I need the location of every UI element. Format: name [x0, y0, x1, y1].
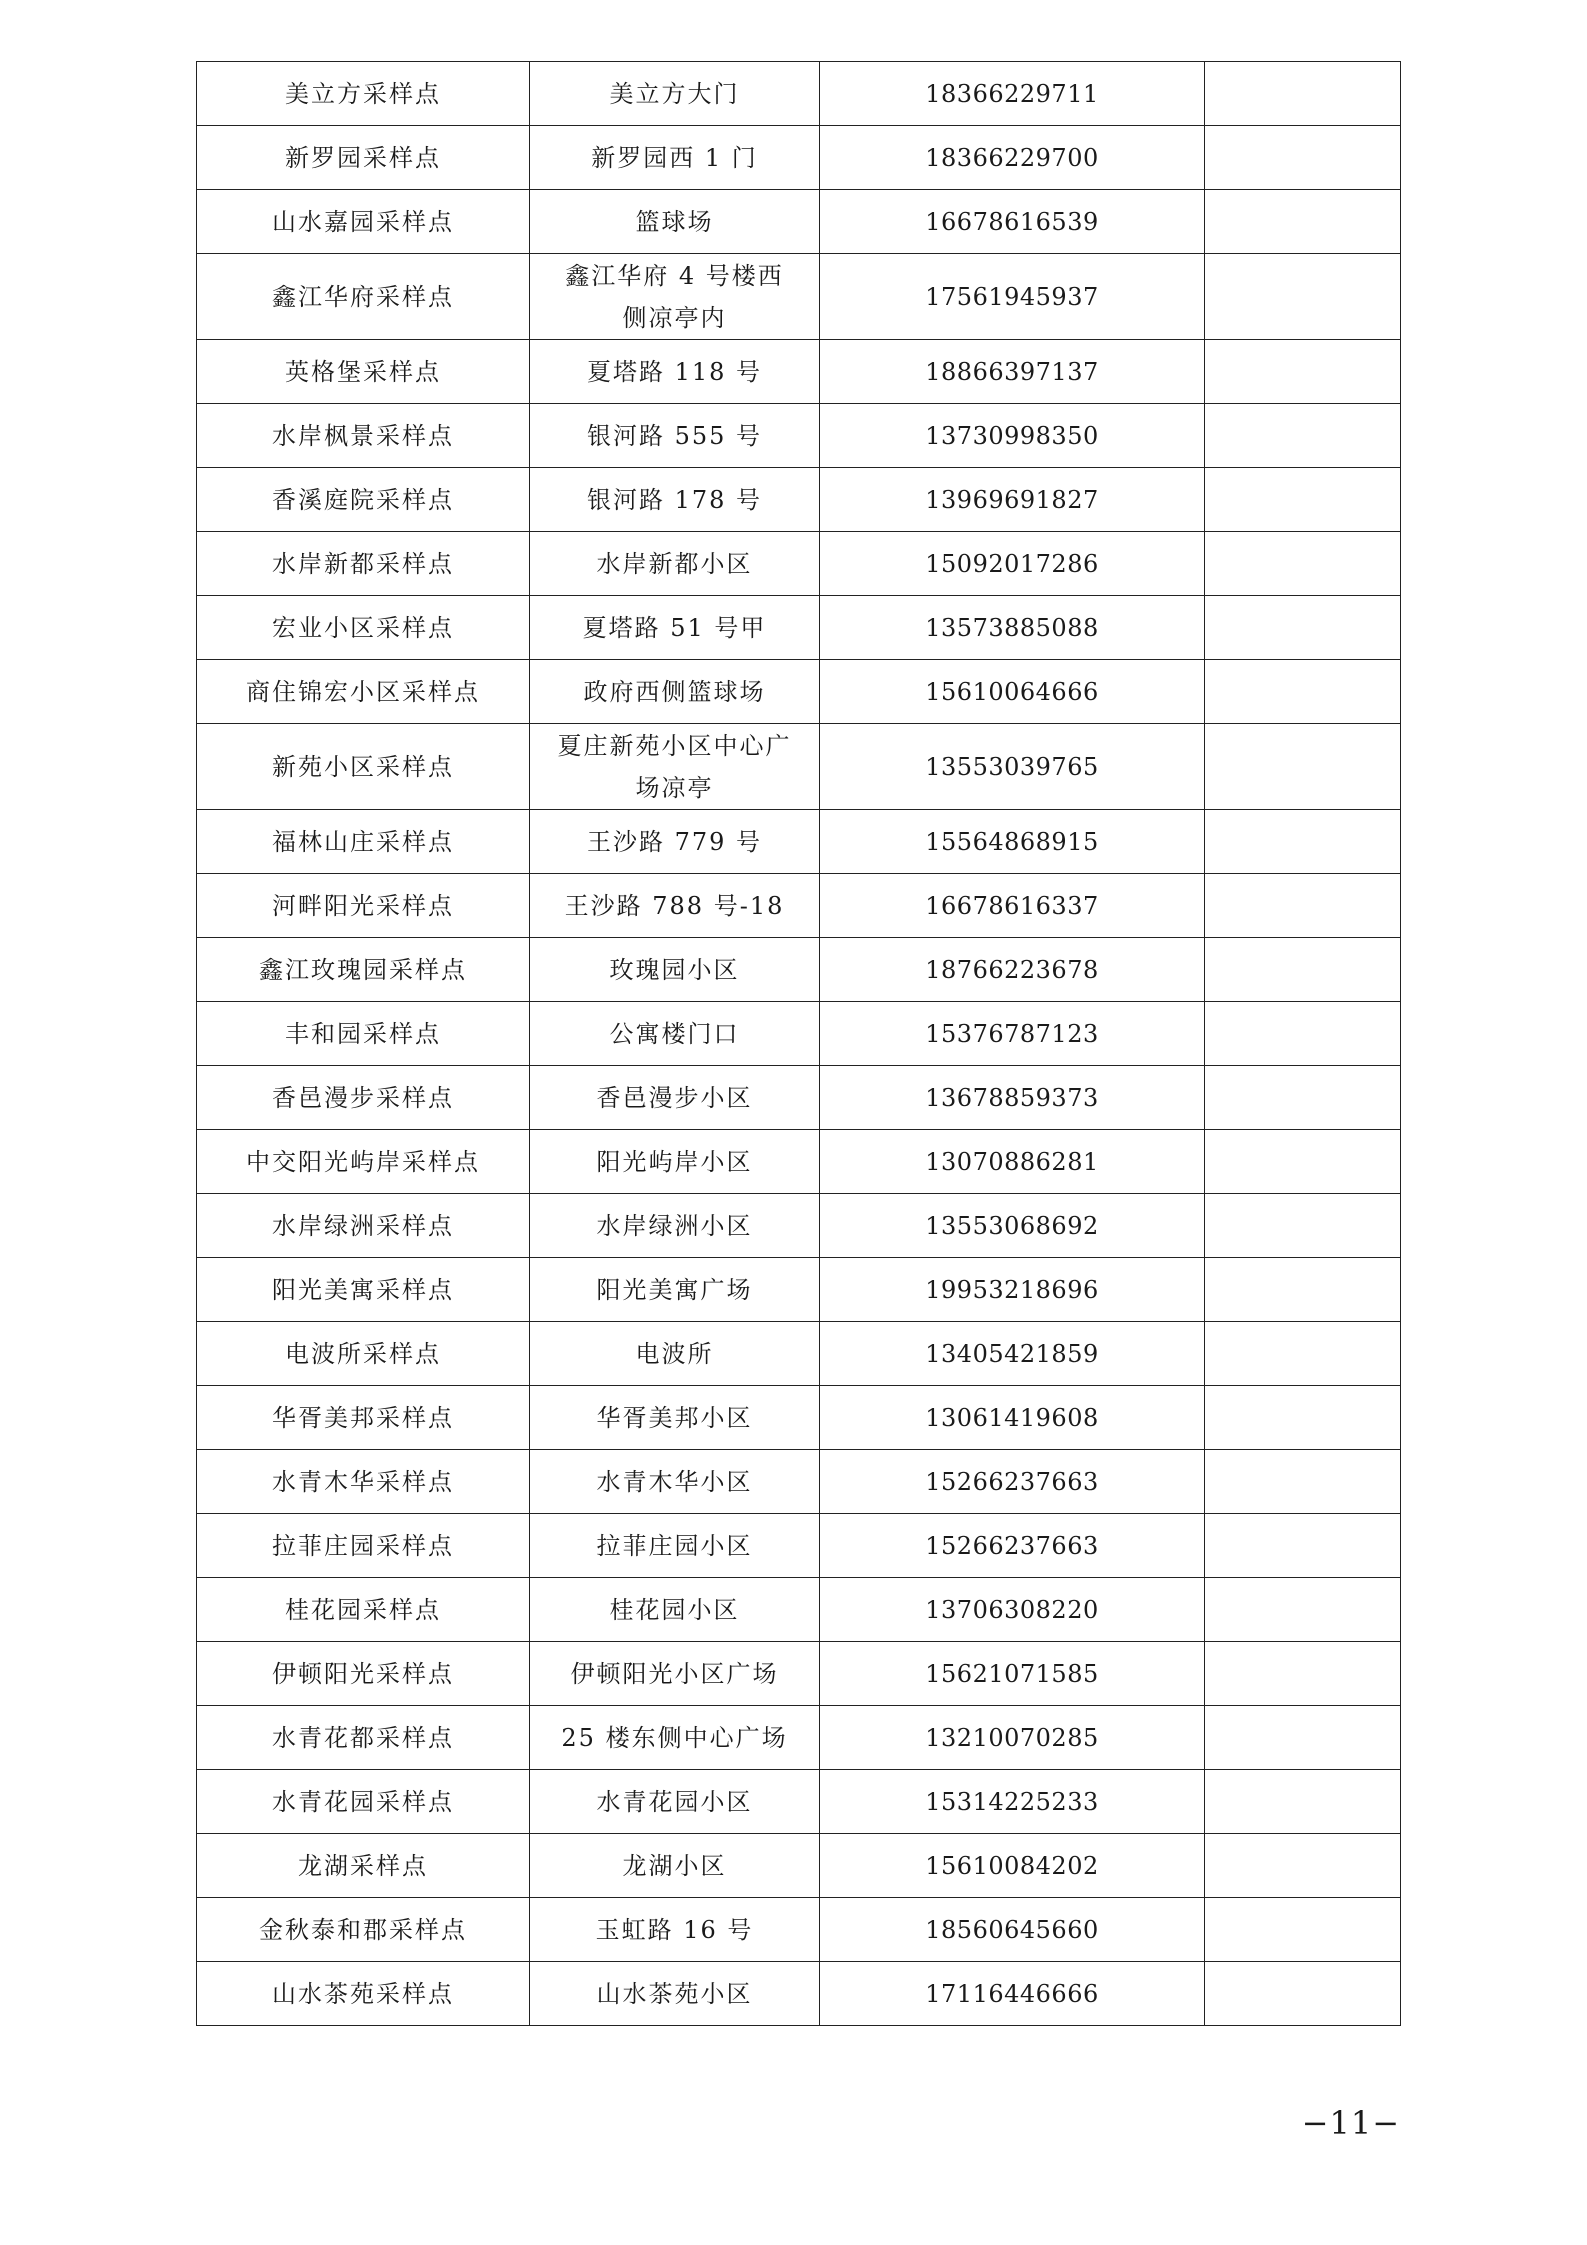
table-row: [197, 938, 1401, 1002]
table-row: [197, 810, 1401, 874]
site-name-cell: 商住锦宏小区采样点: [197, 660, 530, 724]
table-row: [197, 1130, 1401, 1194]
table-row: [197, 1386, 1401, 1450]
site-note-cell: [1205, 532, 1401, 596]
table-row: [197, 1834, 1401, 1898]
site-note-cell: [1205, 1578, 1401, 1642]
table-row: [197, 1450, 1401, 1514]
site-location-text: 鑫江华府 4 号楼西侧凉亭内: [565, 261, 784, 332]
site-phone-cell: 15621071585: [820, 1642, 1205, 1706]
site-location-cell: 山水茶苑小区: [530, 1962, 820, 2026]
table-row: [197, 532, 1401, 596]
site-name-cell: 桂花园采样点: [197, 1578, 530, 1642]
table-body: [197, 62, 1401, 2026]
site-phone-cell: 18560645660: [820, 1898, 1205, 1962]
site-location-cell: 公寓楼门口: [530, 1002, 820, 1066]
site-note-cell: [1205, 1834, 1401, 1898]
table-row: [197, 468, 1401, 532]
site-phone-cell: 13969691827: [820, 468, 1205, 532]
site-phone-cell: 17561945937: [820, 254, 1205, 340]
site-name-cell: 山水嘉园采样点: [197, 190, 530, 254]
table-row: [197, 1578, 1401, 1642]
site-location-cell: 政府西侧篮球场: [530, 660, 820, 724]
site-note-cell: [1205, 126, 1401, 190]
site-location-cell: 水岸新都小区: [530, 532, 820, 596]
site-name-cell: 山水茶苑采样点: [197, 1962, 530, 2026]
site-name-cell: 新苑小区采样点: [197, 724, 530, 810]
table-row: [197, 596, 1401, 660]
site-location-cell: 25 楼东侧中心广场: [530, 1706, 820, 1770]
table-row: [197, 126, 1401, 190]
site-note-cell: [1205, 1386, 1401, 1450]
site-note-cell: [1205, 190, 1401, 254]
site-location-cell: 水青花园小区: [530, 1770, 820, 1834]
table-row: [197, 404, 1401, 468]
table-row: [197, 1258, 1401, 1322]
site-note-cell: [1205, 1450, 1401, 1514]
site-phone-cell: 13553068692: [820, 1194, 1205, 1258]
site-name-cell: 水岸新都采样点: [197, 532, 530, 596]
site-note-cell: [1205, 1962, 1401, 2026]
site-phone-cell: 13070886281: [820, 1130, 1205, 1194]
site-phone-cell: 16678616337: [820, 874, 1205, 938]
table-row: [197, 1514, 1401, 1578]
site-phone-cell: 15092017286: [820, 532, 1205, 596]
site-note-cell: [1205, 1770, 1401, 1834]
site-location-cell: 银河路 178 号: [530, 468, 820, 532]
site-location-cell: 电波所: [530, 1322, 820, 1386]
site-note-cell: [1205, 1898, 1401, 1962]
site-note-cell: [1205, 660, 1401, 724]
site-location-cell: 银河路 555 号: [530, 404, 820, 468]
site-note-cell: [1205, 938, 1401, 1002]
site-phone-cell: 15376787123: [820, 1002, 1205, 1066]
site-location-cell: 篮球场: [530, 190, 820, 254]
site-name-cell: 福林山庄采样点: [197, 810, 530, 874]
site-name-cell: 新罗园采样点: [197, 126, 530, 190]
table-row: [197, 660, 1401, 724]
site-note-cell: [1205, 62, 1401, 126]
site-name-cell: 华胥美邦采样点: [197, 1386, 530, 1450]
table-row: [197, 874, 1401, 938]
site-location-cell: 香邑漫步小区: [530, 1066, 820, 1130]
site-name-cell: 水青花园采样点: [197, 1770, 530, 1834]
site-name-cell: 鑫江华府采样点: [197, 254, 530, 340]
site-note-cell: [1205, 340, 1401, 404]
site-phone-cell: 13573885088: [820, 596, 1205, 660]
table-row: [197, 1962, 1401, 2026]
site-note-cell: [1205, 874, 1401, 938]
site-location-cell: 水岸绿洲小区: [530, 1194, 820, 1258]
table-row: [197, 1194, 1401, 1258]
site-name-cell: 美立方采样点: [197, 62, 530, 126]
table-row: [197, 190, 1401, 254]
table-row: [197, 1002, 1401, 1066]
site-note-cell: [1205, 1258, 1401, 1322]
site-note-cell: [1205, 1706, 1401, 1770]
site-location-text: 夏庄新苑小区中心广场凉亭: [557, 731, 792, 802]
site-phone-cell: 13678859373: [820, 1066, 1205, 1130]
site-location-cell: 玉虹路 16 号: [530, 1898, 820, 1962]
sampling-sites-table: [196, 61, 1401, 2026]
site-phone-cell: 15610064666: [820, 660, 1205, 724]
site-phone-cell: 15266237663: [820, 1450, 1205, 1514]
table-row: [197, 340, 1401, 404]
site-name-cell: 鑫江玫瑰园采样点: [197, 938, 530, 1002]
site-phone-cell: 15314225233: [820, 1770, 1205, 1834]
site-location-cell: 王沙路 779 号: [530, 810, 820, 874]
table-row: [197, 1770, 1401, 1834]
site-phone-cell: 18366229711: [820, 62, 1205, 126]
site-phone-cell: 18866397137: [820, 340, 1205, 404]
site-name-cell: 英格堡采样点: [197, 340, 530, 404]
site-name-cell: 丰和园采样点: [197, 1002, 530, 1066]
site-note-cell: [1205, 1642, 1401, 1706]
site-location-cell: 华胥美邦小区: [530, 1386, 820, 1450]
site-note-cell: [1205, 1066, 1401, 1130]
site-note-cell: [1205, 404, 1401, 468]
site-location-cell: 王沙路 788 号-18: [530, 874, 820, 938]
site-location-cell: 阳光美寓广场: [530, 1258, 820, 1322]
site-location-cell: 伊顿阳光小区广场: [530, 1642, 820, 1706]
site-location-cell: [530, 254, 820, 340]
site-location-cell: 新罗园西 1 门: [530, 126, 820, 190]
site-note-cell: [1205, 596, 1401, 660]
site-location-cell: 玫瑰园小区: [530, 938, 820, 1002]
site-phone-cell: 13706308220: [820, 1578, 1205, 1642]
site-name-cell: 香溪庭院采样点: [197, 468, 530, 532]
table-row: [197, 1322, 1401, 1386]
site-note-cell: [1205, 1514, 1401, 1578]
table-row: [197, 1642, 1401, 1706]
site-phone-cell: 15610084202: [820, 1834, 1205, 1898]
site-note-cell: [1205, 468, 1401, 532]
site-note-cell: [1205, 810, 1401, 874]
site-phone-cell: 13553039765: [820, 724, 1205, 810]
site-phone-cell: 18366229700: [820, 126, 1205, 190]
table-row: [197, 254, 1401, 340]
page-number: −11−: [1301, 2104, 1400, 2142]
site-name-cell: 水岸枫景采样点: [197, 404, 530, 468]
site-phone-cell: 18766223678: [820, 938, 1205, 1002]
table-row: [197, 1898, 1401, 1962]
site-phone-cell: 15266237663: [820, 1514, 1205, 1578]
site-note-cell: [1205, 254, 1401, 340]
site-location-cell: 水青木华小区: [530, 1450, 820, 1514]
table-row: [197, 1066, 1401, 1130]
site-name-cell: 香邑漫步采样点: [197, 1066, 530, 1130]
site-location-cell: 桂花园小区: [530, 1578, 820, 1642]
site-name-cell: 龙湖采样点: [197, 1834, 530, 1898]
site-name-cell: 阳光美寓采样点: [197, 1258, 530, 1322]
site-name-cell: 水青花都采样点: [197, 1706, 530, 1770]
site-name-cell: 宏业小区采样点: [197, 596, 530, 660]
site-note-cell: [1205, 1130, 1401, 1194]
site-phone-cell: 16678616539: [820, 190, 1205, 254]
site-location-cell: 夏塔路 51 号甲: [530, 596, 820, 660]
table-row: [197, 724, 1401, 810]
table-row: [197, 1706, 1401, 1770]
site-name-cell: 河畔阳光采样点: [197, 874, 530, 938]
site-phone-cell: 13730998350: [820, 404, 1205, 468]
table-row: [197, 62, 1401, 126]
site-name-cell: 中交阳光屿岸采样点: [197, 1130, 530, 1194]
site-note-cell: [1205, 1194, 1401, 1258]
site-note-cell: [1205, 1322, 1401, 1386]
site-note-cell: [1205, 724, 1401, 810]
site-name-cell: 拉菲庄园采样点: [197, 1514, 530, 1578]
site-phone-cell: 13405421859: [820, 1322, 1205, 1386]
site-phone-cell: 13210070285: [820, 1706, 1205, 1770]
site-phone-cell: 13061419608: [820, 1386, 1205, 1450]
site-location-cell: 拉菲庄园小区: [530, 1514, 820, 1578]
site-phone-cell: 19953218696: [820, 1258, 1205, 1322]
site-name-cell: 电波所采样点: [197, 1322, 530, 1386]
site-name-cell: 金秋泰和郡采样点: [197, 1898, 530, 1962]
site-name-cell: 水岸绿洲采样点: [197, 1194, 530, 1258]
site-phone-cell: 15564868915: [820, 810, 1205, 874]
site-note-cell: [1205, 1002, 1401, 1066]
site-location-cell: 龙湖小区: [530, 1834, 820, 1898]
site-phone-cell: 17116446666: [820, 1962, 1205, 2026]
site-location-cell: 夏塔路 118 号: [530, 340, 820, 404]
site-location-cell: [530, 724, 820, 810]
site-location-cell: 美立方大门: [530, 62, 820, 126]
site-name-cell: 水青木华采样点: [197, 1450, 530, 1514]
site-name-cell: 伊顿阳光采样点: [197, 1642, 530, 1706]
site-location-cell: 阳光屿岸小区: [530, 1130, 820, 1194]
